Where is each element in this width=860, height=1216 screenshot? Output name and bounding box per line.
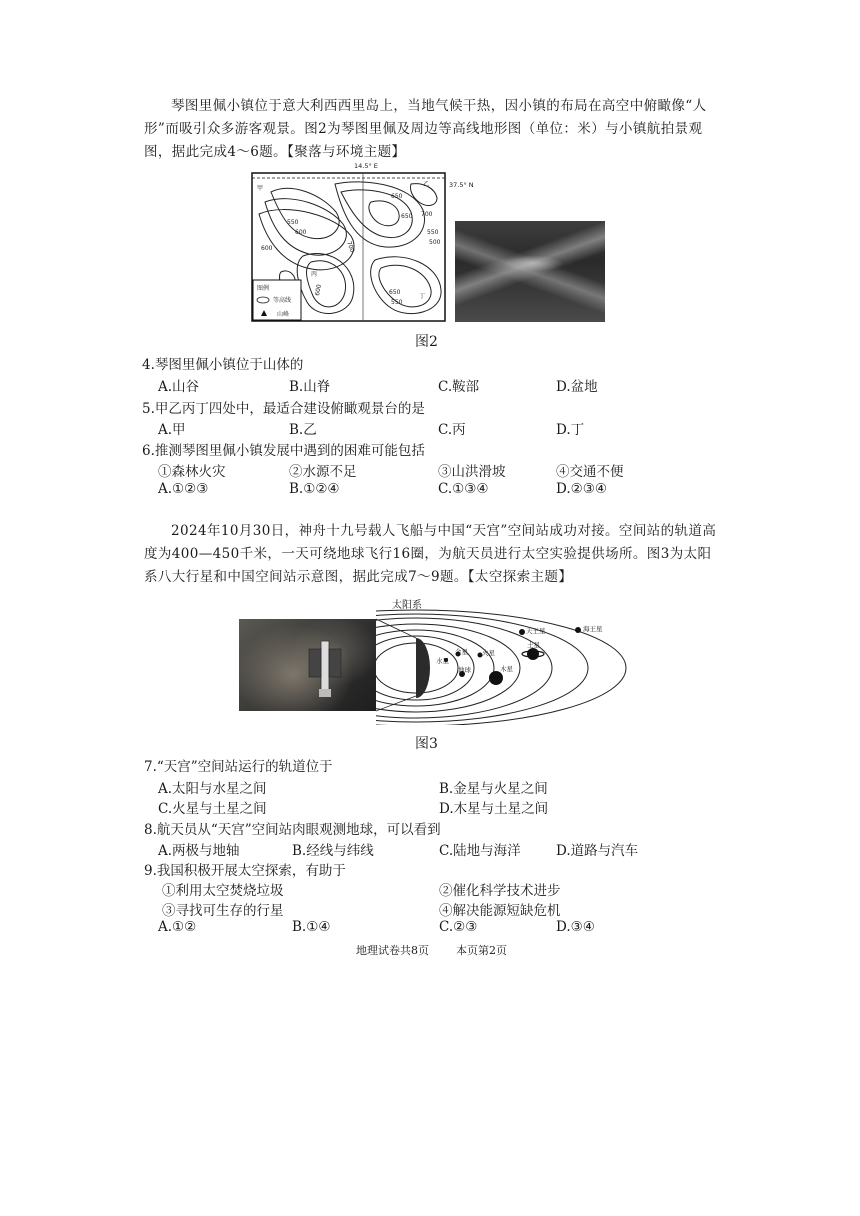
q9-item-3: ③寻找可生存的行星 — [162, 903, 284, 919]
q6-option-b[interactable]: B.①②④ — [289, 481, 340, 497]
contour-label: 600 — [314, 283, 323, 297]
q6-option-d[interactable]: D.②③④ — [556, 481, 607, 497]
planet-label-neptune: 海王星 — [583, 625, 603, 633]
footer-total-pages: 地理试卷共8页 — [356, 944, 429, 957]
q8-option-b[interactable]: B.经线与纬线 — [292, 843, 374, 859]
question-8-stem: 8.航天员从“天宫”空间站肉眼观测地球，可以看到 — [144, 822, 441, 838]
q5-option-d[interactable]: D.丁 — [556, 422, 585, 438]
q4-option-d[interactable]: D.盆地 — [556, 379, 598, 395]
map-longitude-top: 14.5° E — [354, 162, 378, 170]
q9-item-2: ②催化科学技术进步 — [439, 883, 561, 899]
map-latitude-label: 37.5° N — [449, 181, 474, 189]
q8-option-d[interactable]: D.道路与汽车 — [556, 843, 639, 859]
contour-label: 600 — [295, 229, 307, 236]
question-9-stem: 9.我国积极开展太空探索，有助于 — [144, 863, 346, 879]
contour-label: 600 — [261, 245, 273, 252]
question-6-stem: 6.推测琴图里佩小镇发展中遇到的困难可能包括 — [142, 443, 425, 459]
question-5-stem: 5.甲乙丙丁四处中，最适合建设俯瞰观景台的是 — [142, 401, 425, 417]
q9-item-1: ①利用太空焚烧垃圾 — [162, 883, 284, 899]
q9-option-b[interactable]: B.①④ — [292, 919, 331, 935]
contour-label: 700 — [421, 211, 433, 218]
q7-option-c[interactable]: C.火星与土星之间 — [158, 801, 267, 817]
legend-title: 图例 — [257, 285, 270, 292]
q8-option-a[interactable]: A.两极与地轴 — [158, 843, 240, 859]
q9-option-d[interactable]: D.③④ — [556, 919, 595, 935]
figure-2-caption: 图2 — [415, 334, 438, 350]
planet-label-mars: 火星 — [482, 649, 495, 657]
q5-option-a[interactable]: A.甲 — [158, 422, 186, 438]
planet-label-venus: 金星 — [455, 648, 468, 656]
contour-label: 700 — [345, 240, 356, 254]
site-label-yi: 乙 — [423, 181, 430, 188]
contour-map — [251, 172, 446, 322]
sun-icon — [416, 638, 430, 698]
planet-label-saturn: 土星 — [527, 641, 540, 649]
site-label-ding: 丁 — [419, 293, 426, 300]
planet-label-earth: 地球 — [458, 666, 471, 674]
space-station-icon — [239, 619, 376, 711]
contour-label: 550 — [427, 229, 439, 236]
question-7-stem: 7.“天宫”空间站运行的轨道位于 — [144, 759, 333, 775]
q8-option-c[interactable]: C.陆地与海洋 — [439, 843, 521, 859]
q7-option-a[interactable]: A.太阳与水星之间 — [158, 781, 267, 797]
q4-option-a[interactable]: A.山谷 — [158, 379, 200, 395]
q6-item-1: ①森林火灾 — [158, 464, 226, 480]
planet-label-jupiter: 木星 — [500, 665, 513, 673]
q5-option-b[interactable]: B.乙 — [289, 422, 317, 438]
q6-item-2: ②水源不足 — [289, 464, 357, 480]
legend-contour-label: 等高线 — [273, 297, 292, 304]
q6-option-c[interactable]: C.①③④ — [438, 481, 489, 497]
q6-option-a[interactable]: A.①②③ — [158, 481, 209, 497]
planet-label-uranus: 天王星 — [526, 627, 546, 635]
q9-item-4: ④解决能源短缺危机 — [439, 903, 561, 919]
q6-item-4: ④交通不便 — [556, 464, 624, 480]
footer-page-number: 本页第2页 — [456, 944, 507, 957]
legend-peak-label: 山峰 — [277, 311, 290, 318]
saturn-icon — [527, 648, 539, 660]
contour-label: 550 — [287, 219, 299, 226]
contour-label: 650 — [401, 213, 413, 220]
jupiter-icon — [489, 671, 503, 685]
q9-option-a[interactable]: A.①② — [158, 919, 197, 935]
space-station-photo — [239, 619, 376, 711]
site-label-jia: 甲 — [257, 185, 264, 192]
q7-option-d[interactable]: D.木星与土星之间 — [439, 801, 549, 817]
q9-option-c[interactable]: C.②③ — [439, 919, 478, 935]
intro-paragraph-2 — [144, 520, 724, 589]
uranus-icon — [519, 629, 525, 635]
q6-item-3: ③山洪滑坡 — [438, 464, 506, 480]
q7-option-b[interactable]: B.金星与火星之间 — [439, 781, 548, 797]
figure-3-caption: 图3 — [415, 736, 438, 752]
planet-label-mercury: 水星 — [436, 657, 449, 665]
contour-label: 500 — [429, 239, 441, 246]
intro-paragraph-1-text: 琴图里佩小镇位于意大利西西里岛上，当地气候干热，因小镇的布局在高空中俯瞰像“人形”而吸引众多游客观景。图2为琴图里佩及周边等高线地形图（单位：米）与小镇航拍景观图，据此完成4～6题。【聚落与环境主题】 — [144, 98, 707, 160]
intro-paragraph-2-text: 2024年10月30日，神舟十九号载人飞船与中国“天宫”空间站成功对接。空间站的轨道高度为400—450千米，一天可绕地球飞行16圈，为航天员进行太空实验提供场所。图3为太阳系八大行星和中国空间站示意图，据此完成7～9题。【太空探索主题】 — [144, 523, 717, 585]
q5-option-c[interactable]: C.丙 — [438, 422, 466, 438]
contour-label: 650 — [389, 289, 401, 296]
contour-label: 550 — [391, 299, 403, 306]
solar-system-title: 太阳系 — [392, 600, 422, 611]
intro-paragraph-1 — [144, 95, 724, 164]
q4-option-c[interactable]: C.鞍部 — [438, 379, 480, 395]
neptune-icon — [575, 627, 581, 633]
q4-option-b[interactable]: B.山脊 — [289, 379, 331, 395]
aerial-town-photo — [455, 221, 605, 322]
contour-label: 650 — [391, 193, 403, 200]
site-label-bing: 丙 — [311, 271, 318, 278]
question-4-stem: 4.琴图里佩小镇位于山体的 — [142, 357, 304, 373]
